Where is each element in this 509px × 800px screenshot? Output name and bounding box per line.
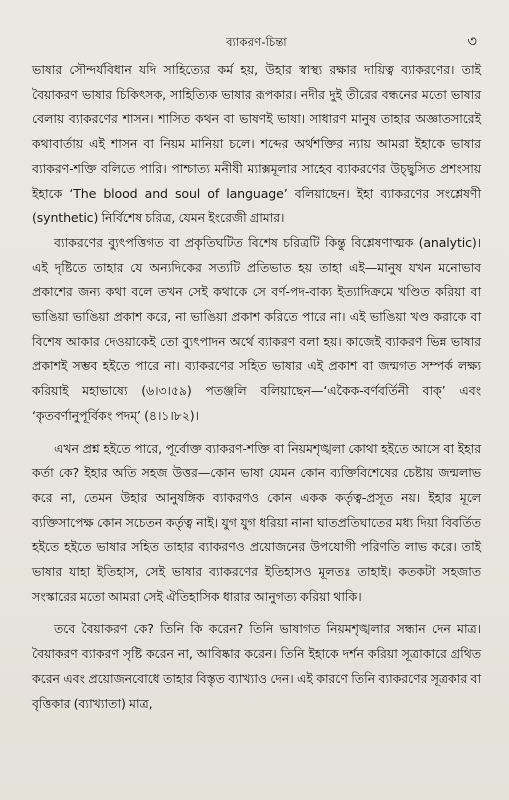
paragraph-4: তবে বৈয়াকরণ কে? তিনি কি করেন? তিনি ভাষাগত নিয়মশৃঙ্খলার সন্ধান দেন মাত্র। বৈয়াকরণ ব্যাকরণ সৃষ্টি করেন না, আবিষ্কার করেন। তিনি ইহাকে দর্শন করিয়া সূত্রাকারে গ্রথিত করেন এবং প্রয়োজনবোধে তাহার বিস্তৃত ব্যাখ্যাও দেন। এই কারণে তিনি ব্যাকরণের সূত্রকার বা বৃত্তিকার (ব্যাখ্যাতা) মাত্র, — [32, 621, 481, 711]
body-text — [32, 58, 481, 716]
running-title: ব্যাকরণ-চিন্তা — [226, 35, 287, 49]
running-head — [32, 30, 481, 52]
paragraph-1: ভাষার সৌন্দর্যবিধান যদি সাহিত্যের কর্ম হয়, উহার স্বাস্থ্য রক্ষার দায়িত্ব ব্যাকরণের। তাই বৈয়াকরণ ভাষার চিকিৎসক, সাহিত্যিক ভাষার রূপকার। নদীর দুই তীরের বন্ধনের মতো ভাষার বেলায় ব্যাকরণের শাসন। শাসিত কথন বা ভাষণই ভাষা। সাধারণ মানুষ তাহার অজ্ঞাতসারেই কথাবার্তায় এই শাসন বা নিয়ম মানিয়া চলে। শব্দের অর্থশক্তির ন্যায় আমরা ইহাকে ভাষার ব্যাকরণ-শক্তি বলিতে পারি। পাশ্চাত্য মনীষী ম্যাক্সমূলার সাহেব ব্যাকরণের উচ্ছ্বসিত প্রশংসায় ইহাকে ‘The blood and soul of language’ বলিয়াছেন। ইহা ব্যাকরণের সংশ্লেষণী (synthetic) নির্বিশেষ চরিত্র, যেমন ইংরেজী গ্রামার। — [32, 62, 481, 226]
paragraph-2: ব্যাকরণের ব্যুৎপত্তিগত বা প্রকৃতিঘটিত বিশেষ চরিত্রটি কিন্তু বিশ্লেষণাত্মক (analytic)। এই দৃষ্টিতে তাহার যে অন্যদিকের সত্যটি প্রতিভাত হয় তাহা এই—মানুষ যখন মনোভাব প্রকাশের জন্য কথা বলে তখন সেই কথাকে সে বর্ণ-পদ-বাক্য ইত্যাদিক্রমে খণ্ডিত করিয়া বা ভাঙিয়া ভাঙিয়া প্রকাশ করে, না ভাঙিয়া প্রকাশ করিতে পারে না। এই ভাঙিয়া খণ্ড করাকে বা বিশেষ আকার দেওয়াকেই তো ব্যুৎপাদন অর্থে ব্যাকরণ বলা হয়। কাজেই ব্যাকরণ ভিন্ন ভাষার প্রকাশই সম্ভব হইতে পারে না। ব্যাকরণের সহিত ভাষার এই প্রকাশ বা জন্মগত সম্পর্ক লক্ষ্য করিয়াই মহাভাষ্যে (৬।৩।৫৯) পতঞ্জলি বলিয়াছেন—‘একৈক-বর্ণবর্তিনী বাক্’ এবং ‘কৃতবর্ণানুপূর্বিকং পদম্’ (৪।১।৮২)। — [32, 234, 481, 423]
page-number: ৩ — [467, 32, 477, 50]
paragraph-3: এখন প্রশ্ন হইতে পারে, পূর্বোক্ত ব্যাকরণ-শক্তি বা নিয়মশৃঙ্খলা কোথা হইতে আসে বা ইহার কর্তা কে? ইহার অতি সহজ উত্তর—কোন ভাষা যেমন কোন ব্যক্তিবিশেষের চেষ্টায় জন্মলাভ করে না, তেমন উহার আনুষঙ্গিক ব্যাকরণও কোন একক কর্তৃত্ব-প্রসূত নয়। ইহার মূলে ব্যক্তিসাপেক্ষ কোন সচেতন কর্তৃত্ব নাই। যুগ যুগ ধরিয়া নানা ঘাতপ্রতিঘাতের মধ্য দিয়া বিবর্তিত হইতে হইতে ভাষার সহিত তাহার ব্যাকরণও প্রয়োজনের উপযোগী পরিণতি লাভ করে। তাই ভাষার যাহা ইতিহাস, সেই ভাষার ব্যাকরণের ইতিহাসও মূলতঃ তাহাই। কতকটা সহজাত সংস্কারের মতো আমরা সেই ঐতিহাসিক ধারার আনুগত্য করিয়া থাকি। — [32, 440, 481, 604]
